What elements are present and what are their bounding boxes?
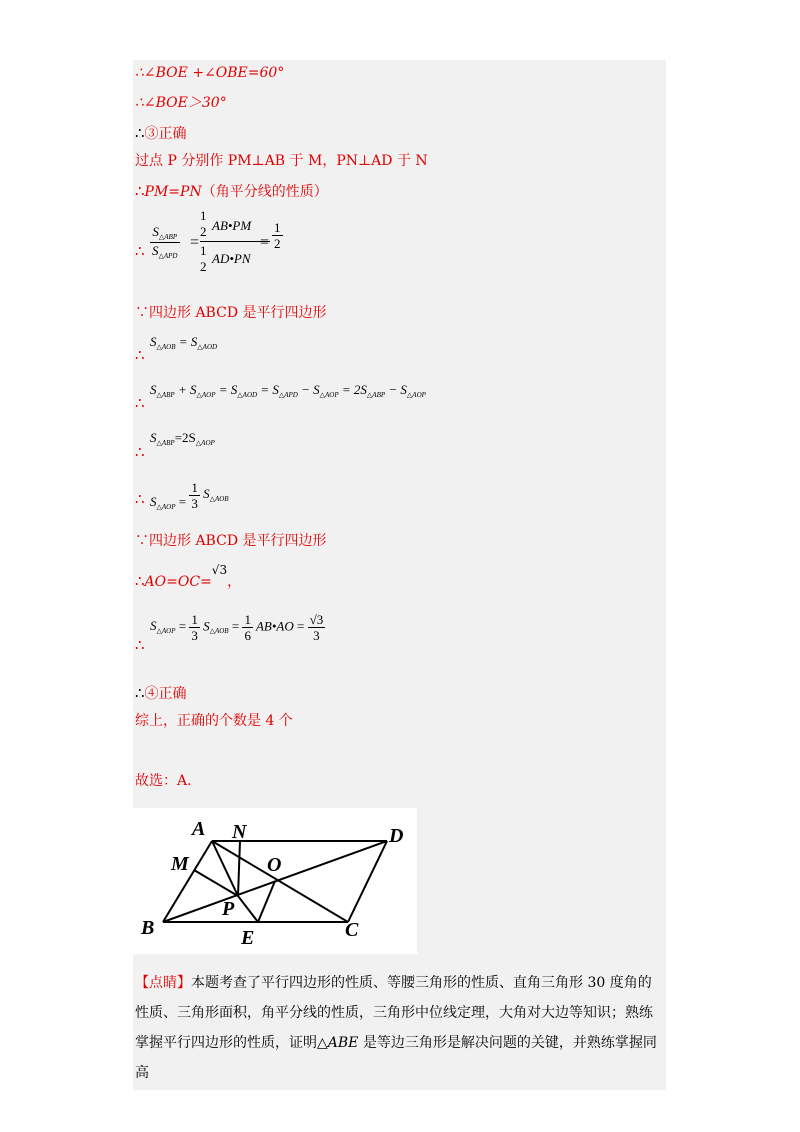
line-answer: 故选：A. [135, 773, 192, 789]
line-summary: 综上，正确的个数是 4 个 [135, 713, 293, 729]
label-p: P [222, 898, 235, 920]
comment-text-2: 是等边三角形是解决问题的关键，并熟练掌握同高 [135, 1035, 657, 1081]
label-d: D [389, 825, 404, 847]
label-m: M [171, 853, 189, 875]
line-6-sym [135, 242, 145, 261]
therefore-symbol: ∴ [135, 572, 145, 590]
area-ratio-fraction: $\frac{S_{\triangle ABP}}{S_{\triangle APD}}$ [152, 224, 178, 260]
line-8-sym [135, 346, 145, 365]
parallelogram-statement: 四边形 ABCD 是平行四边形 [149, 305, 327, 321]
area-aop-result: $S_{\triangle AOP}$ = $\frac{1}{3}$ $S_{\triangle AOB}$ = $\frac{1}{6}$ AB•AO = $\frac{√3}{3}$ [150, 612, 324, 643]
therefore-symbol: ∴ [135, 443, 145, 461]
line-10-sym [135, 443, 145, 462]
ratio-formula: $\frac{S_{\triangle ABP}}{S_{\triangle APD}}$ = 1 2 AB•PM 1 2 AD•PN = $\frac{1}{2}$ [152, 208, 281, 274]
comment-tag: 【点睛】 [135, 975, 191, 991]
label-c: C [345, 919, 359, 941]
equals-sign: = [190, 234, 200, 251]
sqrt-three: √3 [211, 563, 228, 577]
line-11-sym [135, 490, 145, 509]
area-aob-aod: $S_{\triangle AOB} = S_{\triangle AOD}$ [150, 334, 218, 351]
line-parallelogram-1 [135, 304, 327, 322]
parallelogram-figure [133, 808, 417, 954]
line-14-sym [135, 636, 145, 655]
line-15-correct [135, 684, 187, 703]
triangle-abe: ABE [327, 1035, 359, 1051]
therefore-symbol: ∴ [135, 490, 145, 508]
line-15-text: ④正确 [144, 686, 187, 702]
area-abp-double: $S_{\triangle ABP}=2S_{\triangle AOP}$ [150, 430, 215, 447]
geometry-diagram [133, 808, 417, 954]
label-o: O [267, 854, 282, 876]
line-parallelogram-2 [135, 532, 327, 550]
therefore-symbol: ∴ [135, 182, 145, 200]
therefore-symbol: ∴ [135, 684, 145, 702]
line-angle-sum: ∴∠BOE +∠OBE=60° [135, 65, 285, 81]
because-symbol: ∵ [135, 305, 149, 321]
comment-text-1: 本题考查了平行四边形的性质、等腰三角形的性质、直角三角形 30 度角的性质、三角形面积，角平分线的性质，三角形中位线定理，大角对大边等知识；熟练掌握平行四边形的性质，证明△ [135, 975, 653, 1051]
segment-np [238, 841, 240, 896]
therefore-symbol: ∴ [135, 636, 145, 654]
because-symbol: ∵ [135, 533, 149, 549]
line-ao-oc: ∴AO=OC=√3， [135, 563, 242, 590]
segment-pe [238, 896, 258, 922]
area-aop-third: $S_{\triangle AOP}$ = $\frac{1}{3}$ $S_{\triangle AOB}$ [150, 480, 229, 512]
comment-paragraph [135, 968, 665, 1088]
therefore-symbol: ∴ [135, 394, 145, 412]
line-angle-greater: ∴∠BOE＞30° [135, 95, 227, 111]
ao-equals-oc: AO=OC= [144, 574, 212, 590]
equals-sign: = [260, 234, 270, 251]
label-e: E [241, 927, 255, 949]
line-pm-pn [135, 182, 328, 201]
line-3-correct [135, 124, 187, 143]
therefore-symbol: ∴ [135, 242, 145, 260]
half-result: $\frac{1}{2}$ [274, 220, 281, 251]
pm-equals-pn: PM=PN [144, 184, 202, 200]
label-b: B [141, 917, 155, 939]
parallelogram-statement: 四边形 ABCD 是平行四边形 [149, 533, 327, 549]
label-a: A [192, 818, 206, 840]
therefore-symbol: ∴ [135, 346, 145, 364]
therefore-symbol: ∴ [135, 124, 145, 142]
label-n: N [232, 821, 247, 843]
bisector-note: （角平分线的性质） [201, 184, 328, 200]
area-sum-equation: $S_{\triangle ABP} + S_{\triangle AOP} = S_{\triangle AOD} = S_{\triangle APD} - S_{\triangle AOP} = 2S_{\triangle ABP} - S_{\triangle AOP}$ [150, 382, 426, 399]
line-3-text: ③正确 [144, 126, 187, 142]
line-9-sym [135, 394, 145, 413]
line-perpendiculars: 过点 P 分别作 PM⊥AB 于 M，PN⊥AD 于 N [135, 153, 428, 169]
